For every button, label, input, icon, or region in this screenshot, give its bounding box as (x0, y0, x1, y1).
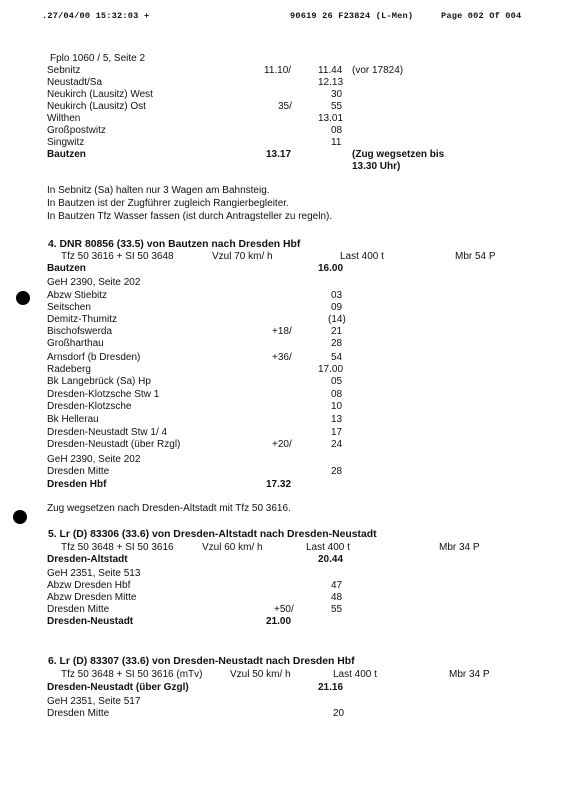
departure-time: 24 (331, 439, 343, 450)
timetable-row (0, 113, 567, 125)
arrival-time: +36/ (272, 352, 292, 363)
timetable-row (0, 401, 567, 413)
timetable-row (0, 364, 567, 376)
timetable-start-row (0, 554, 567, 566)
station-name: Abzw Dresden Hbf (47, 580, 131, 591)
departure-time: 13.01 (318, 113, 344, 124)
departure-time: 05 (331, 376, 343, 387)
departure-time: 20.44 (318, 554, 344, 565)
station-name: Dresden-Klotzsche Stw 1 (47, 389, 160, 400)
last: Last 400 t (333, 669, 377, 680)
mbr: Mbr 54 P (455, 251, 496, 262)
remark: Zug wegsetzen nach Dresden-Altstadt mit Tfz 50 3616. (47, 503, 291, 514)
arrival-time: 35/ (278, 101, 292, 112)
station-name: Dresden Hbf (47, 479, 107, 490)
station-name: Dresden Mitte (47, 604, 110, 615)
departure-time: 08 (331, 125, 343, 136)
station-name: Radeberg (47, 364, 91, 375)
timetable-row (0, 439, 567, 451)
departure-time: 16.00 (318, 263, 344, 274)
timetable-row (0, 77, 567, 89)
departure-time: 47 (331, 580, 343, 591)
departure-time: 09 (331, 302, 343, 313)
station-name: Wilthen (47, 113, 81, 124)
fplo-reference: Fplo 1060 / 5, Seite 2 (50, 53, 146, 64)
station-name: Abzw Dresden Mitte (47, 592, 137, 603)
timetable-end-row (0, 149, 567, 161)
station-name: Abzw Stiebitz (47, 290, 108, 301)
remark: In Sebnitz (Sa) halten nur 3 Wagen am Bahnsteig. (47, 185, 270, 196)
departure-time: 13 (331, 414, 343, 425)
timetable-row (0, 338, 567, 350)
geh-reference: GeH 2351, Seite 513 (47, 568, 141, 579)
departure-time: 11.44 (318, 65, 343, 76)
station-name: Singwitz (47, 137, 85, 148)
section-title: 6. Lr (D) 83307 (33.6) von Dresden-Neustadt nach Dresden Hbf (48, 656, 355, 667)
departure-time: 08 (331, 389, 343, 400)
timetable-row (0, 352, 567, 364)
timetable-row (0, 389, 567, 401)
station-name: Arnsdorf (b Dresden) (47, 352, 141, 363)
timetable-row (0, 427, 567, 439)
timetable-row (0, 466, 567, 478)
station-name: Sebnitz (47, 65, 81, 76)
arrival-time: 21.00 (266, 616, 292, 627)
timetable-end-row (0, 479, 567, 491)
timetable-row (0, 414, 567, 426)
geh-reference: GeH 2390, Seite 202 (47, 454, 141, 465)
geh-reference: GeH 2351, Seite 517 (47, 696, 141, 707)
mbr: Mbr 34 P (439, 542, 480, 553)
departure-time: 12.13 (318, 77, 344, 88)
station-name: Dresden-Neustadt (über Rzgl) (47, 439, 181, 450)
timetable-row (0, 302, 567, 314)
train-parameters (0, 669, 567, 681)
vzul: Vzul 50 km/ h (230, 669, 291, 680)
departure-time: 03 (331, 290, 343, 301)
station-name: Dresden-Altstadt (47, 554, 128, 565)
station-name: Neukirch (Lausitz) West (47, 89, 153, 100)
arrival-time: +18/ (272, 326, 292, 337)
station-name: Bautzen (47, 263, 86, 274)
timetable-start-row (0, 263, 567, 275)
fax-datetime: .27/04/00 15:32:03 (42, 11, 139, 21)
row-note: (vor 17824) (352, 65, 404, 76)
station-name: Dresden-Neustadt (über Gzgl) (47, 682, 189, 693)
timetable-end-row (0, 616, 567, 628)
departure-time: 48 (331, 592, 343, 603)
tfz: Tfz 50 3648 + SI 50 3616 (61, 542, 174, 553)
departure-time: 10 (331, 401, 343, 412)
station-name: Dresden Mitte (47, 466, 110, 477)
row-note: (Zug wegsetzen bis (352, 149, 445, 160)
mbr: Mbr 34 P (449, 669, 490, 680)
timetable-row (0, 592, 567, 604)
timetable-start-row (0, 682, 567, 694)
section-title: 4. DNR 80856 (33.5) von Bautzen nach Dresden Hbf (48, 239, 301, 250)
timetable-row (0, 101, 567, 113)
arrival-time: 17.32 (266, 479, 292, 490)
timetable-row (0, 290, 567, 302)
section-title: 5. Lr (D) 83306 (33.6) von Dresden-Altstadt nach Dresden-Neustadt (48, 529, 377, 540)
last: Last 400 t (340, 251, 384, 262)
arrival-time: +50/ (274, 604, 294, 615)
departure-time: (14) (328, 314, 346, 325)
train-parameters (0, 251, 567, 263)
departure-time: 28 (331, 338, 343, 349)
station-name: Seitschen (47, 302, 91, 313)
station-name: Bk Langebrück (Sa) Hp (47, 376, 151, 387)
arrival-time: 13.17 (266, 149, 292, 160)
timetable-row (0, 89, 567, 101)
timetable-row (0, 708, 567, 720)
station-name: Neukirch (Lausitz) Ost (47, 101, 146, 112)
vzul: Vzul 60 km/ h (202, 542, 263, 553)
timetable-row (0, 376, 567, 388)
timetable-row (0, 580, 567, 592)
departure-time: 17 (331, 427, 343, 438)
departure-time: 20 (333, 708, 345, 719)
timetable-row (0, 314, 567, 326)
fax-mark: + (144, 11, 150, 21)
departure-time: 21 (331, 326, 343, 337)
fax-page-number: Page 002 Of 004 (441, 11, 522, 21)
timetable-row (0, 65, 567, 77)
last: Last 400 t (306, 542, 350, 553)
station-name: Dresden Mitte (47, 708, 110, 719)
tfz: Tfz 50 3616 + SI 50 3648 (61, 251, 174, 262)
station-name: Demitz-Thumitz (47, 314, 118, 325)
vzul: Vzul 70 km/ h (212, 251, 273, 262)
departure-time: 21.16 (318, 682, 344, 693)
arrival-time: +20/ (272, 439, 292, 450)
timetable-row (0, 604, 567, 616)
station-name: Bautzen (47, 149, 86, 160)
remark: In Bautzen Tfz Wasser fassen (ist durch Antragsteller zu regeln). (47, 211, 333, 222)
geh-reference: GeH 2390, Seite 202 (47, 277, 141, 288)
station-name: Neustadt/Sa (47, 77, 103, 88)
departure-time: 55 (331, 604, 343, 615)
station-name: Dresden-Klotzsche (47, 401, 132, 412)
station-name: Großpostwitz (47, 125, 106, 136)
departure-time: 17.00 (318, 364, 344, 375)
station-name: Dresden-Neustadt Stw 1/ 4 (47, 427, 168, 438)
departure-time: 11 (331, 137, 342, 148)
fax-sender: 90619 26 F23824 (L-Men) (290, 11, 414, 21)
arrival-time: 11.10/ (264, 65, 292, 76)
departure-time: 55 (331, 101, 343, 112)
timetable-row (0, 326, 567, 338)
timetable-row (0, 125, 567, 137)
timetable-row (0, 137, 567, 149)
remark: In Bautzen ist der Zugführer zugleich Rangierbegleiter. (47, 198, 289, 209)
station-name: Großharthau (47, 338, 104, 349)
station-name: Bk Hellerau (47, 414, 99, 425)
departure-time: 28 (331, 466, 343, 477)
departure-time: 54 (331, 352, 343, 363)
departure-time: 30 (331, 89, 343, 100)
tfz: Tfz 50 3648 + SI 50 3616 (mTv) (61, 669, 203, 680)
station-name: Dresden-Neustadt (47, 616, 134, 627)
train-parameters (0, 542, 567, 554)
station-name: Bischofswerda (47, 326, 113, 337)
row-note-continued: 13.30 Uhr) (352, 161, 401, 172)
